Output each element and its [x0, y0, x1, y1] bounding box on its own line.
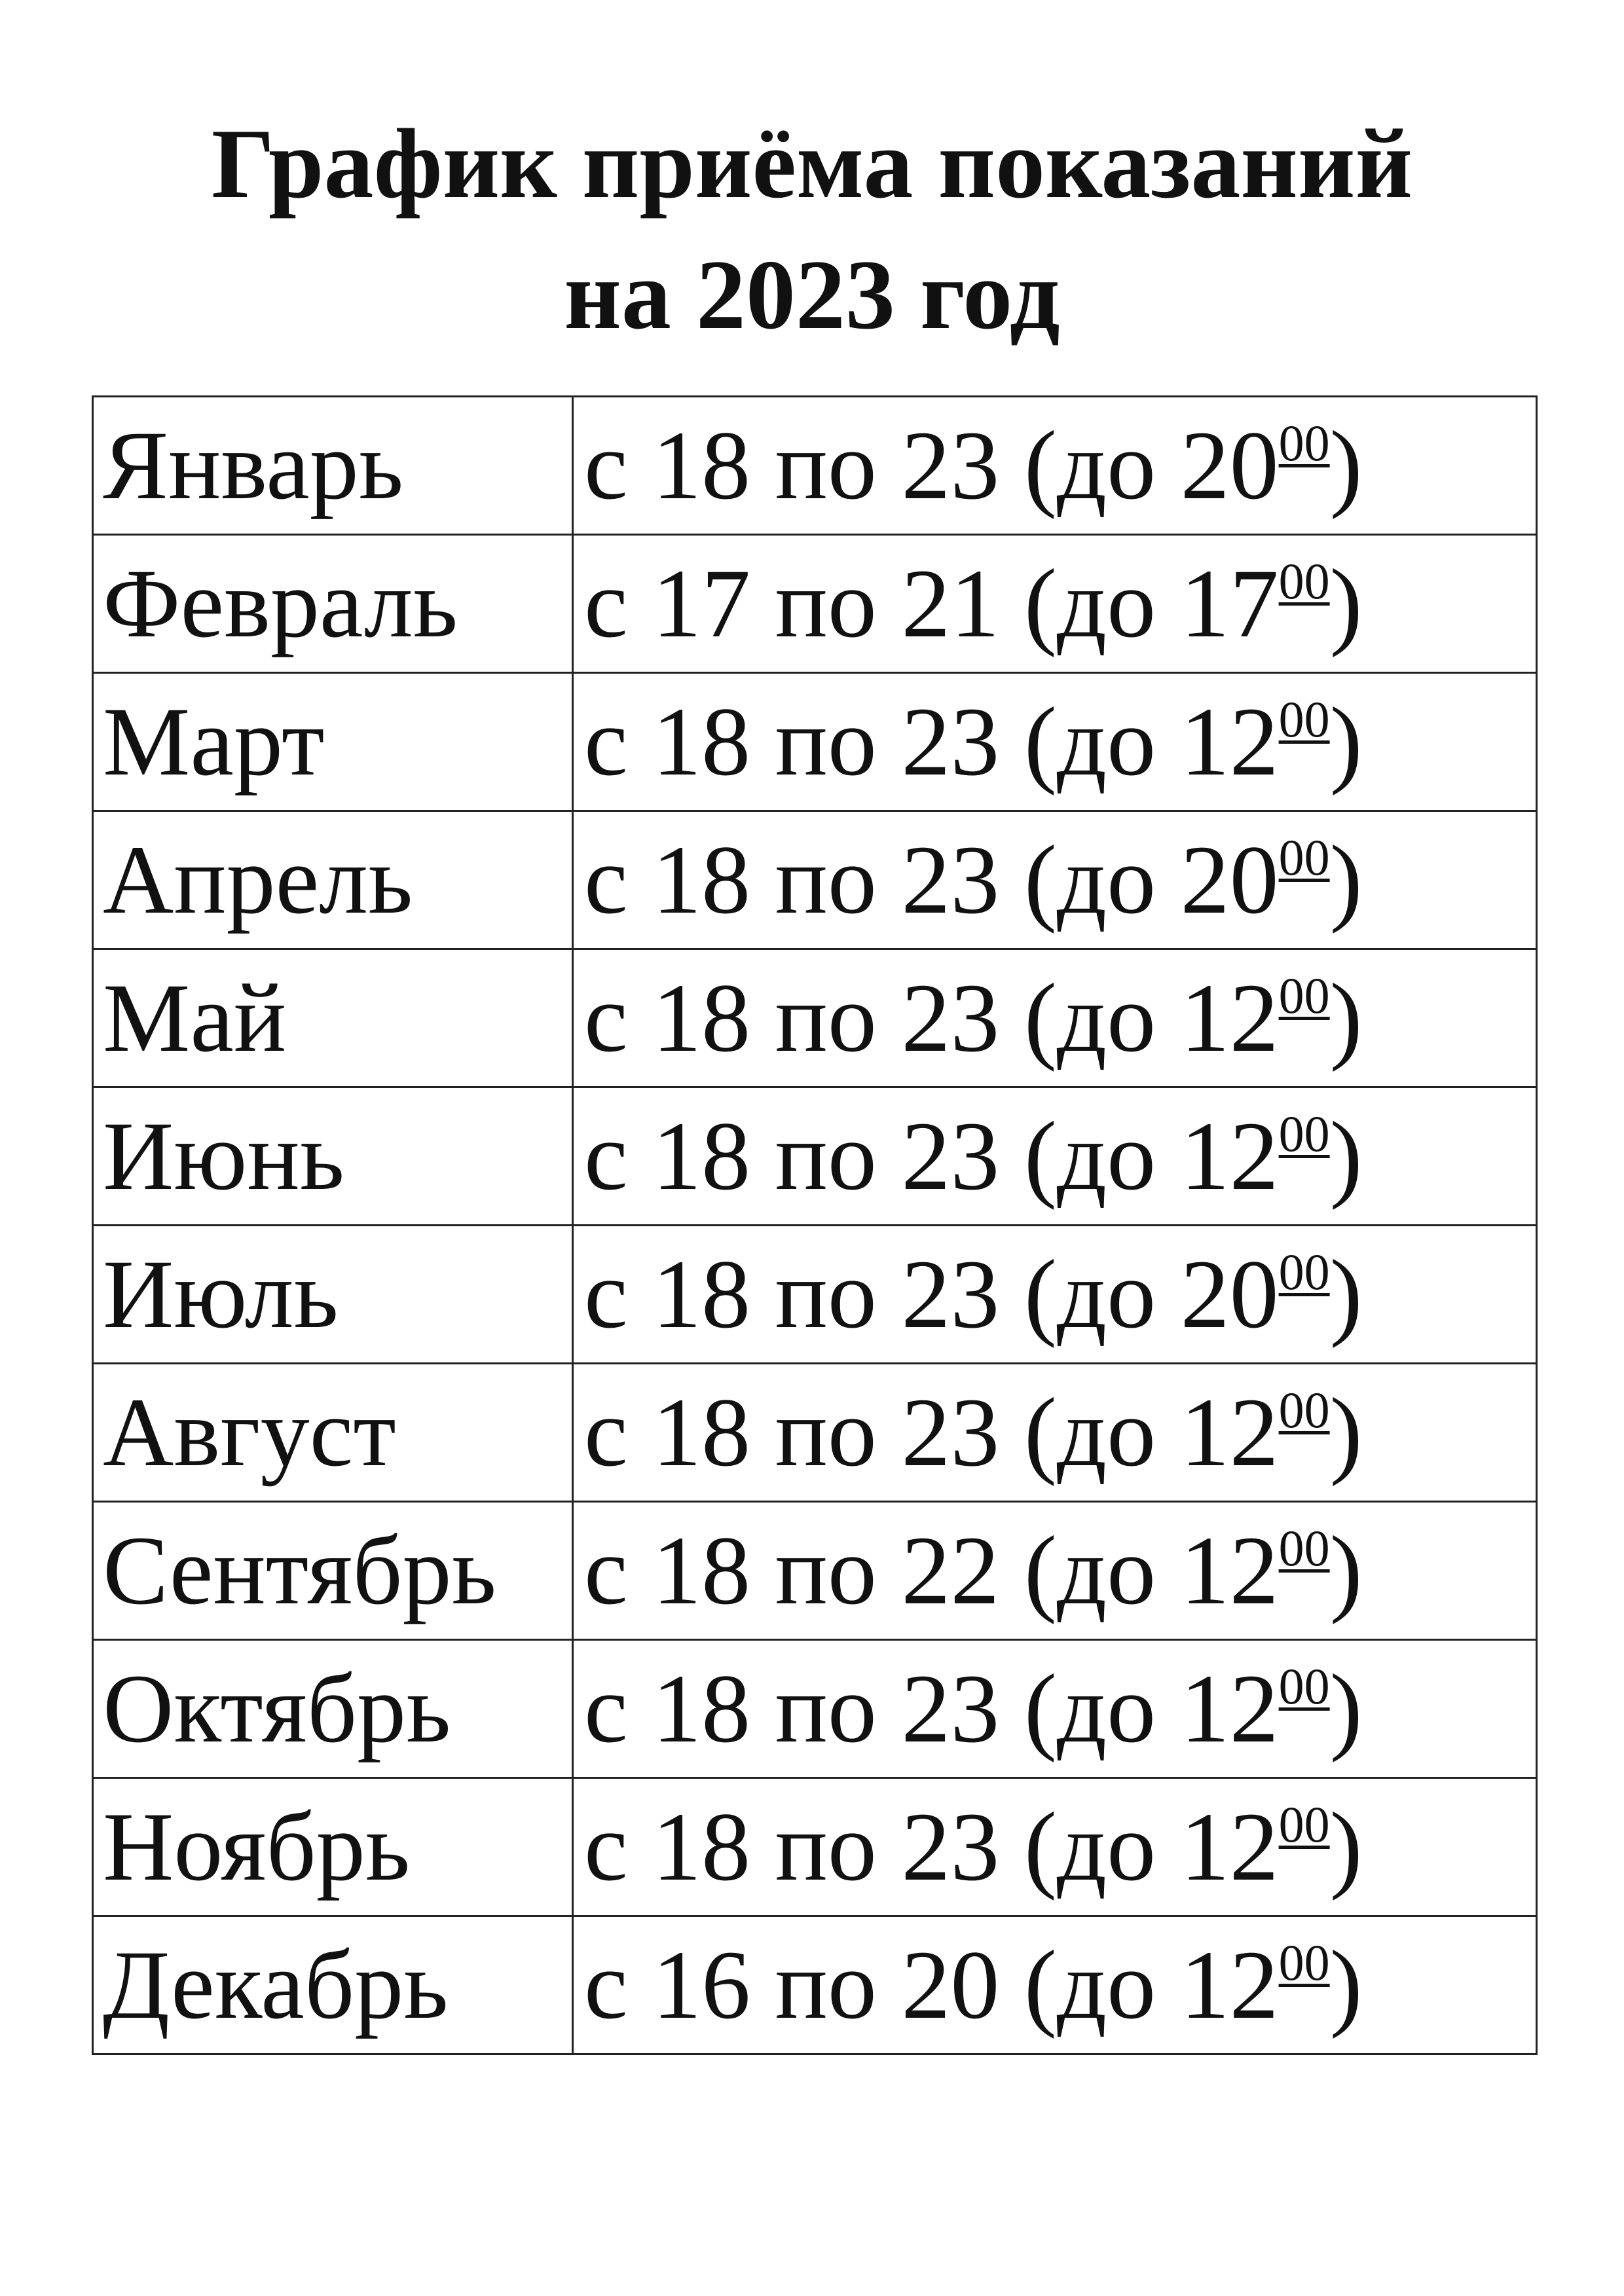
closing-paren: ): [1329, 549, 1363, 658]
period-cell: [573, 397, 1537, 535]
closing-paren: ): [1329, 826, 1363, 934]
deadline-minutes: 00: [1278, 967, 1330, 1024]
schedule-table-body: [93, 397, 1537, 2054]
table-row: [93, 535, 1537, 673]
document-title: [0, 98, 1624, 360]
month-cell: Июнь: [93, 1087, 573, 1226]
deadline-minutes: 00: [1278, 553, 1330, 610]
table-row: [93, 1502, 1537, 1640]
table-row: [93, 1364, 1537, 1502]
closing-paren: ): [1329, 1654, 1363, 1763]
period-text: с 18 по 23 (до: [584, 964, 1181, 1072]
deadline-hour: 20: [1180, 411, 1279, 520]
title-line-1: График приёма показаний: [211, 109, 1413, 219]
period-text: с 18 по 22 (до: [584, 1516, 1181, 1625]
table-row: [93, 1916, 1537, 2054]
period-text: с 18 по 23 (до: [584, 411, 1181, 520]
deadline-minutes: 00: [1278, 1381, 1330, 1438]
deadline-hour: 20: [1180, 826, 1279, 934]
month-cell: Май: [93, 949, 573, 1087]
schedule-table: [92, 395, 1538, 2055]
month-cell: Сентябрь: [93, 1502, 573, 1640]
deadline-hour: 12: [1180, 1654, 1279, 1763]
closing-paren: ): [1329, 1793, 1363, 1901]
deadline-hour: 12: [1180, 1516, 1279, 1625]
deadline-minutes: 00: [1278, 1243, 1330, 1300]
deadline-hour: 12: [1180, 964, 1279, 1072]
period-cell: [573, 1364, 1537, 1502]
period-cell: [573, 1640, 1537, 1778]
deadline-hour: 12: [1180, 1102, 1279, 1211]
deadline-minutes: 00: [1278, 1105, 1330, 1162]
deadline-minutes: 00: [1278, 1520, 1330, 1576]
deadline-hour: 12: [1180, 687, 1279, 796]
period-text: с 17 по 21 (до: [584, 549, 1181, 658]
month-cell: Март: [93, 673, 573, 811]
closing-paren: ): [1329, 1931, 1363, 2039]
month-cell: Апрель: [93, 811, 573, 949]
period-text: с 16 по 20 (до: [584, 1931, 1181, 2039]
month-cell: Февраль: [93, 535, 573, 673]
period-text: с 18 по 23 (до: [584, 1378, 1181, 1487]
closing-paren: ): [1329, 1516, 1363, 1625]
period-cell: [573, 1778, 1537, 1916]
period-text: с 18 по 23 (до: [584, 1654, 1181, 1763]
period-text: с 18 по 23 (до: [584, 1102, 1181, 1211]
title-line-2: на 2023 год: [564, 240, 1060, 350]
month-cell: Декабрь: [93, 1916, 573, 2054]
period-cell: [573, 1226, 1537, 1364]
table-row: [93, 1640, 1537, 1778]
deadline-hour: 20: [1180, 1240, 1279, 1349]
deadline-minutes: 00: [1278, 691, 1330, 748]
deadline-hour: 17: [1180, 549, 1279, 658]
period-text: с 18 по 23 (до: [584, 687, 1181, 796]
closing-paren: ): [1329, 687, 1363, 796]
deadline-minutes: 00: [1278, 1934, 1330, 1991]
table-row: [93, 1226, 1537, 1364]
deadline-hour: 12: [1180, 1793, 1279, 1901]
closing-paren: ): [1329, 411, 1363, 520]
period-cell: [573, 1916, 1537, 2054]
month-cell: Ноябрь: [93, 1778, 573, 1916]
table-row: [93, 673, 1537, 811]
period-text: с 18 по 23 (до: [584, 1793, 1181, 1901]
closing-paren: ): [1329, 1240, 1363, 1349]
closing-paren: ): [1329, 964, 1363, 1072]
table-row: [93, 949, 1537, 1087]
table-row: [93, 811, 1537, 949]
month-cell: Июль: [93, 1226, 573, 1364]
deadline-hour: 12: [1180, 1931, 1279, 2039]
period-cell: [573, 811, 1537, 949]
period-cell: [573, 949, 1537, 1087]
table-row: [93, 1778, 1537, 1916]
deadline-minutes: 00: [1278, 414, 1330, 471]
deadline-minutes: 00: [1278, 1658, 1330, 1715]
closing-paren: ): [1329, 1378, 1363, 1487]
period-text: с 18 по 23 (до: [584, 826, 1181, 934]
deadline-minutes: 00: [1278, 829, 1330, 886]
deadline-minutes: 00: [1278, 1796, 1330, 1853]
period-text: с 18 по 23 (до: [584, 1240, 1181, 1349]
month-cell: Январь: [93, 397, 573, 535]
month-cell: Октябрь: [93, 1640, 573, 1778]
period-cell: [573, 1502, 1537, 1640]
month-cell: Август: [93, 1364, 573, 1502]
closing-paren: ): [1329, 1102, 1363, 1211]
period-cell: [573, 535, 1537, 673]
deadline-hour: 12: [1180, 1378, 1279, 1487]
period-cell: [573, 1087, 1537, 1226]
table-row: [93, 397, 1537, 535]
table-row: [93, 1087, 1537, 1226]
period-cell: [573, 673, 1537, 811]
